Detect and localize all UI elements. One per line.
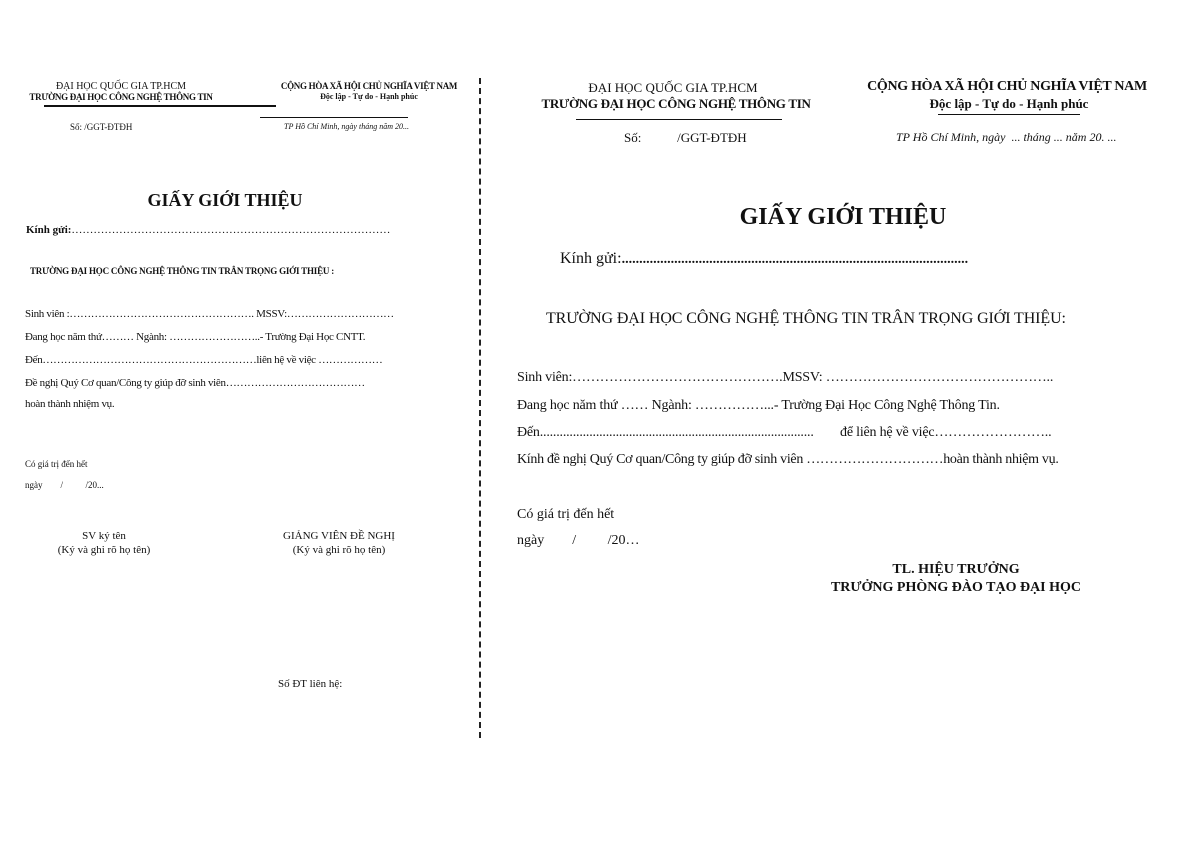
left-nation-line2: Độc lập - Tự do - Hạnh phúc: [320, 92, 418, 101]
right-title: GIẤY GIỚI THIỆU: [739, 204, 947, 230]
right-validity-date: ngày / /20…: [517, 533, 640, 548]
right-recipient: [560, 250, 968, 268]
left-nation-underline: [260, 117, 408, 118]
right-recipient-dots: ...................................................................................................: [621, 252, 969, 267]
right-sign-title2: TRƯỞNG PHÒNG ĐÀO TẠO ĐẠI HỌC: [830, 580, 1082, 595]
left-recipient: [26, 224, 390, 236]
right-org-underline: [576, 119, 782, 120]
left-validity-date: ngày / /20...: [25, 480, 104, 490]
right-line-destination: Đến................................................................................... để liên hệ về việc……………………..: [517, 425, 1052, 440]
left-title: GIẤY GIỚI THIỆU: [147, 190, 303, 210]
left-org-line2: TRƯỜNG ĐẠI HỌC CÔNG NGHỆ THÔNG TIN: [29, 92, 213, 102]
right-nation-line1: CỘNG HÒA XÃ HỘI CHỦ NGHĨA VIỆT NAM: [867, 79, 1147, 94]
left-nation-line1: CỘNG HÒA XÃ HỘI CHỦ NGHĨA VIỆT NAM: [280, 81, 458, 91]
left-sign-student-title: SV ký tên: [82, 530, 126, 542]
right-org-line2: TRƯỜNG ĐẠI HỌC CÔNG NGHỆ THÔNG TIN: [541, 96, 811, 111]
left-org-line1: ĐẠI HỌC QUỐC GIA TP.HCM: [55, 81, 187, 92]
right-line-request: Kính đề nghị Quý Cơ quan/Công ty giúp đỡ sinh viên …………………………hoàn thành nhiệm vụ.: [517, 452, 1059, 467]
right-line-year: Đang học năm thứ …… Ngành: ……………...- Trường Đại Học Công Nghệ Thông Tin.: [517, 398, 1000, 413]
left-phone-label: Số ĐT liên hệ:: [278, 678, 343, 690]
left-place-date: TP Hồ Chí Minh, ngày tháng năm 20...: [284, 122, 409, 131]
right-recipient-label: Kính gửi:: [560, 250, 622, 267]
left-line-complete: hoàn thành nhiệm vụ.: [25, 398, 115, 410]
left-line-year: Đang học năm thứ……… Ngành: ……………………..- Trường Đại Học CNTT.: [25, 331, 366, 343]
right-line-student: Sinh viên:……………………………………….MSSV: …………………………………………..: [517, 370, 1054, 385]
right-place-date: TP Hồ Chí Minh, ngày ... tháng ... năm 20. ...: [896, 130, 1117, 144]
left-org-underline: [44, 105, 276, 107]
left-sign-lecturer-title: GIẢNG VIÊN ĐỀ NGHỊ: [283, 530, 395, 542]
left-doc-number: Số: /GGT-ĐTĐH: [70, 122, 133, 132]
left-intro: TRƯỜNG ĐẠI HỌC CÔNG NGHỆ THÔNG TIN TRÂN TRỌNG GIỚI THIỆU :: [30, 266, 335, 276]
left-sign-student-note: (Ký và ghi rõ họ tên): [57, 544, 151, 556]
right-doc-number: Số: /GGT-ĐTĐH: [624, 130, 747, 145]
right-nation-line2: Độc lập - Tự do - Hạnh phúc: [929, 96, 1089, 111]
left-line-student: Sinh viên :……………………………………………. MSSV:…………………………: [25, 308, 394, 320]
right-sign-title1: TL. HIỆU TRƯỞNG: [892, 562, 1020, 577]
left-sign-lecturer-note: (Ký và ghi rõ họ tên): [292, 544, 386, 556]
right-org-line1: ĐẠI HỌC QUỐC GIA TP.HCM: [588, 80, 758, 95]
right-nation-underline: [938, 114, 1080, 115]
left-validity-label: Có giá trị đến hết: [25, 459, 88, 469]
left-recipient-label: Kính gửi:: [26, 224, 72, 236]
left-recipient-dots: ……………………………………………………………………………: [71, 224, 391, 236]
left-line-request: Đề nghị Quý Cơ quan/Công ty giúp đỡ sinh viên…………………………………: [25, 377, 365, 389]
left-line-destination: Đến……………………………………………………liên hệ về việc ………………: [25, 354, 383, 366]
right-validity-label: Có giá trị đến hết: [517, 507, 615, 522]
cut-line-divider: [479, 78, 481, 738]
right-intro: TRƯỜNG ĐẠI HỌC CÔNG NGHỆ THÔNG TIN TRÂN TRỌNG GIỚI THIỆU:: [546, 310, 1066, 327]
